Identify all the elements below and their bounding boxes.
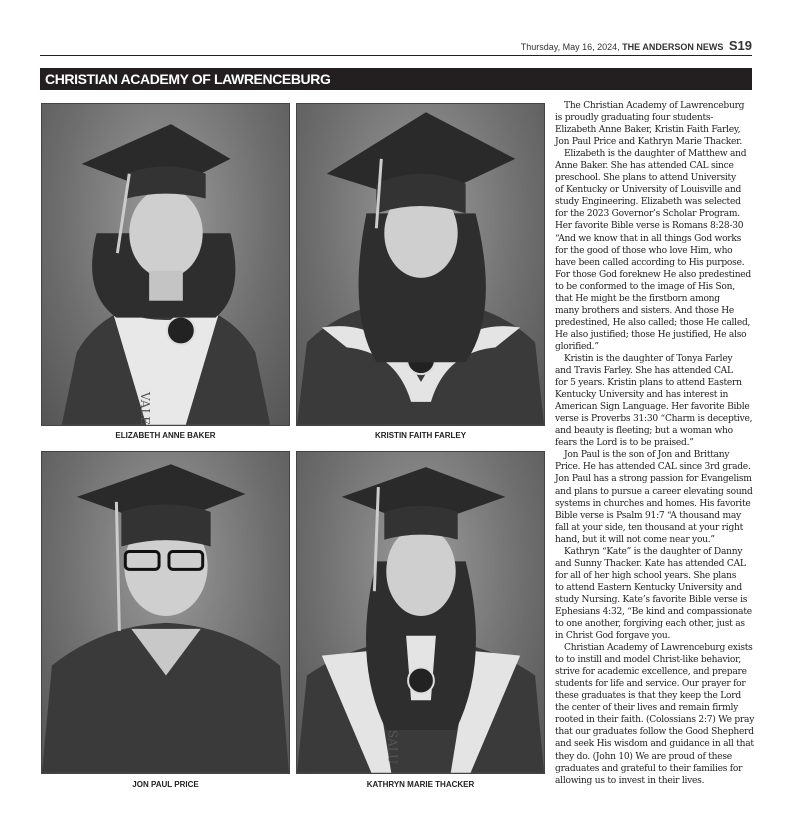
article-line: for the good of those who love Him, who: [555, 245, 733, 256]
article-line: Kristin is the daughter of Tonya Farley: [564, 353, 733, 364]
article-line: Kentucky University and has interest in: [555, 390, 729, 401]
page-number: S19: [728, 38, 752, 53]
photo-jon-paul-price: [41, 451, 290, 774]
article-paragraph: [555, 642, 755, 787]
article-line: Her favorite Bible verse is Romans 8:28-30: [555, 221, 744, 232]
article-line: American Sign Language. Her favorite Bible: [555, 402, 750, 413]
article-paragraph: [555, 148, 755, 353]
article-line: “And we know that in all things God works: [555, 233, 742, 244]
photo-caption: KRISTIN FAITH FARLEY: [374, 431, 467, 440]
article-line: Price. He has attended CAL since 3rd grade.: [555, 462, 751, 473]
article-line: Jon Paul is the son of Jon and Brittany: [564, 450, 730, 461]
article-line: study Engineering. Elizabeth was selected: [555, 197, 741, 208]
article-line: Kathryn “Kate” is the daughter of Danny: [564, 546, 743, 557]
article-line: glorified.”: [555, 341, 599, 352]
article-line: strive for academic excellence, and prepare: [555, 667, 747, 678]
article-line: and beauty is fleeting; but a woman who: [555, 426, 733, 437]
issue-date: Thursday, May 16, 2024,: [520, 42, 620, 52]
newspaper-name: THE ANDERSON NEWS: [622, 42, 724, 52]
article-line: Bible verse is Psalm 91:7 “A thousand may: [555, 510, 741, 521]
article-line: of Kentucky or University of Louisville and: [555, 185, 742, 196]
graduate-portrait: [297, 104, 544, 425]
article-line: verse is Proverbs 31:30 “Charm is deceptive,: [555, 414, 753, 425]
photo-caption: ELIZABETH ANNE BAKER: [115, 431, 216, 440]
article-line: Anne Baker. She has attended CAL since: [555, 161, 734, 172]
article-line: systems in churches and homes. His favorite: [555, 498, 751, 509]
article-line: that our graduates follow the Good Shepherd: [555, 727, 754, 738]
article-line: and plans to pursue a career elevating sound: [555, 486, 753, 497]
article-line: allowing us to invest in their lives.: [555, 775, 705, 786]
article-line: in Christ God forgave you.: [555, 631, 671, 642]
article-line: for the 2023 Governor’s Scholar Program.: [555, 209, 740, 220]
article-line: these graduates is that they keep the Lord: [555, 691, 741, 702]
article-body: [555, 100, 755, 787]
graduate-portrait: [42, 104, 289, 425]
article-line: For those God foreknew He also predestined: [555, 269, 752, 280]
article-line: to to instill and model Christ-like behavior,: [555, 655, 741, 666]
article-line: Elizabeth Anne Baker, Kristin Faith Farley,: [555, 125, 741, 136]
article-line: preschool. She plans to attend University: [555, 173, 736, 184]
photo-elizabeth-baker: [41, 103, 290, 426]
article-line: students for life and service. Our prayer for: [555, 679, 746, 690]
article-line: Elizabeth is the daughter of Matthew and: [564, 149, 747, 160]
photo-kathryn-thacker: [296, 451, 545, 774]
article-line: Jon Paul Price and Kathryn Marie Thacker.: [555, 137, 742, 148]
article-line: for 5 years. Kristin plans to attend Eastern: [555, 378, 742, 389]
article-line: graduates and grateful to their families for: [555, 763, 743, 774]
article-line: and Travis Farley. She has attended CAL: [555, 366, 733, 377]
article-line: is proudly graduating four students-: [555, 113, 714, 124]
article-line: Jon Paul has a strong passion for Evangelism: [555, 474, 752, 485]
article-line: the center of their lives and remain firmly: [555, 703, 739, 714]
article-paragraph: [555, 353, 755, 449]
section-title: CHRISTIAN ACADEMY OF LAWRENCEBURG: [45, 71, 331, 87]
stole-text: SALU: [385, 730, 400, 765]
page-folio: [521, 38, 752, 53]
section-banner: [40, 68, 752, 90]
photo-kristin-farley: [296, 103, 545, 426]
article-line: hand, but it will not come near you.”: [555, 534, 715, 545]
article-line: to be conformed to the image of His Son,: [555, 281, 735, 292]
photo-caption: KATHRYN MARIE THACKER: [366, 780, 475, 789]
article-line: they do. (John 10) We are proud of these: [555, 751, 732, 762]
article-paragraph: [555, 546, 755, 642]
article-line: He also justified; those He justified, He also: [555, 329, 747, 340]
article-line: Ephesians 4:32, “Be kind and compassionate: [555, 606, 752, 617]
article-line: study Nursing. Kate’s favorite Bible verse is: [555, 594, 748, 605]
graduate-portrait: [297, 452, 544, 773]
article-line: have been called according to His purpose.: [555, 257, 745, 268]
article-line: and Sunny Thacker. Kate has attended CAL: [555, 558, 746, 569]
article-line: fears the Lord is to be praised.”: [555, 438, 694, 449]
header-rule: [40, 55, 752, 56]
stole-text: VALE: [138, 391, 153, 425]
article-line: and seek His wisdom and guidance in all that: [555, 739, 754, 750]
article-line: that He might be the firstborn among: [555, 293, 720, 304]
article-line: rooted in their faith. (Colossians 2:7) We pray: [555, 715, 755, 726]
article-line: Christian Academy of Lawrenceburg exists: [564, 643, 753, 654]
article-line: to attend Eastern Kentucky University and: [555, 582, 742, 593]
article-line: for all of her high school years. She plans: [555, 570, 737, 581]
article-paragraph: [555, 100, 755, 148]
article-line: The Christian Academy of Lawrenceburg: [564, 101, 745, 111]
article-line: to one another, forgiving each other, just as: [555, 619, 745, 630]
article-paragraph: [555, 449, 755, 545]
article-line: fall at your side, ten thousand at your right: [555, 522, 744, 533]
photo-caption: JON PAUL PRICE: [132, 780, 199, 789]
article-line: predestined, He also called; those He called,: [555, 317, 751, 328]
article-line: many brothers and sisters. And those He: [555, 305, 735, 316]
graduate-portrait: [42, 452, 289, 773]
